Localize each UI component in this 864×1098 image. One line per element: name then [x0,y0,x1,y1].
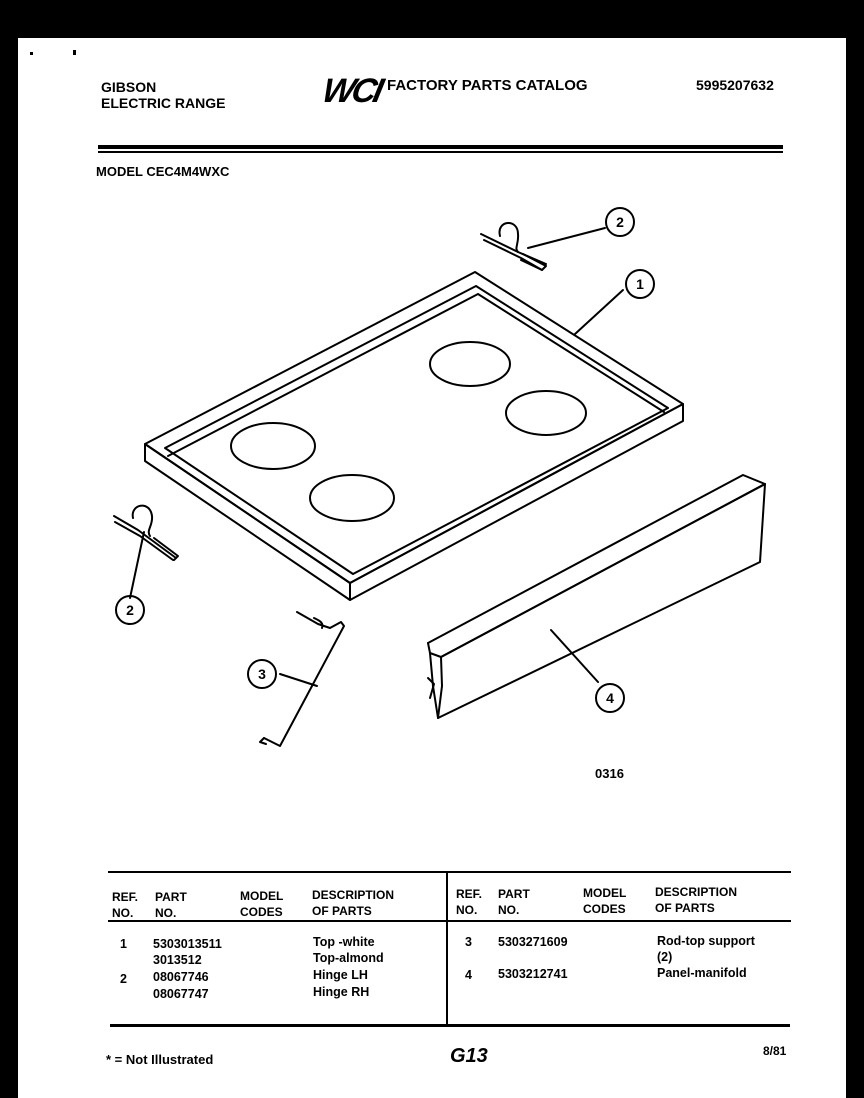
col-header-description: OF PARTS [655,901,715,915]
part-number: 08067746 [153,970,209,984]
callout-label-2-lower: 2 [126,602,134,618]
page-code: G13 [450,1045,488,1067]
col-header-description: DESCRIPTION [655,885,738,899]
col-header-model: CODES [583,902,626,916]
rod-support-drawing [260,612,344,746]
col-header-model: MODEL [583,886,627,900]
brand-name: GIBSON [101,79,157,95]
col-header-part: NO. [498,903,520,917]
catalog-page [18,38,846,1098]
table-header-rule [108,920,791,922]
table-bottom-rule [110,1024,790,1027]
part-number: 5303013511 [153,937,222,951]
leader-2-lower [130,532,144,598]
catalog-number: 5995207632 [696,77,774,93]
col-header-model: CODES [240,905,283,919]
col-header-ref: NO. [112,906,134,920]
model-line: MODEL CEC4M4WXC [96,164,230,179]
ref-number: 1 [120,937,127,951]
part-number: 5303212741 [498,967,568,981]
part-number: 08067747 [153,987,209,1001]
col-header-description: DESCRIPTION [312,888,395,902]
part-description: Hinge RH [313,985,370,999]
catalog-title: FACTORY PARTS CATALOG [387,77,588,94]
date-code: 8/81 [763,1044,787,1058]
part-description: Rod-top support [657,934,755,948]
leader-4 [551,630,598,682]
wci-logo: WCI [318,72,385,110]
footnote: * = Not Illustrated [106,1052,214,1067]
callout-label-4: 4 [606,690,614,706]
col-header-part: PART [498,887,530,901]
col-header-ref: REF. [456,887,483,901]
ref-number: 4 [465,968,472,982]
callout-label-3: 3 [258,666,266,682]
part-description: (2) [657,950,673,964]
part-number: 3013512 [153,953,202,967]
col-header-ref: NO. [456,903,478,917]
table-divider [446,873,448,1025]
leader-2-upper [528,228,605,248]
part-description: Panel-manifold [657,966,747,980]
col-header-part: NO. [155,906,177,920]
leader-1 [575,290,623,334]
hinge-lh-drawing [114,506,178,560]
table-top-rule [108,871,791,873]
col-header-description: OF PARTS [312,904,372,918]
leader-3 [280,674,317,686]
part-description: Top -white [313,935,375,949]
product-type: ELECTRIC RANGE [101,95,226,111]
ref-number: 2 [120,972,127,986]
part-description: Top-almond [313,951,384,965]
col-header-model: MODEL [240,889,284,903]
part-description: Hinge LH [313,968,368,982]
callout-label-1: 1 [636,276,644,292]
illustration-code: 0316 [595,766,624,781]
ref-number: 3 [465,935,472,949]
callout-label-2-upper: 2 [616,214,624,230]
col-header-ref: REF. [112,890,139,904]
col-header-part: PART [155,890,187,904]
part-number: 5303271609 [498,935,568,949]
